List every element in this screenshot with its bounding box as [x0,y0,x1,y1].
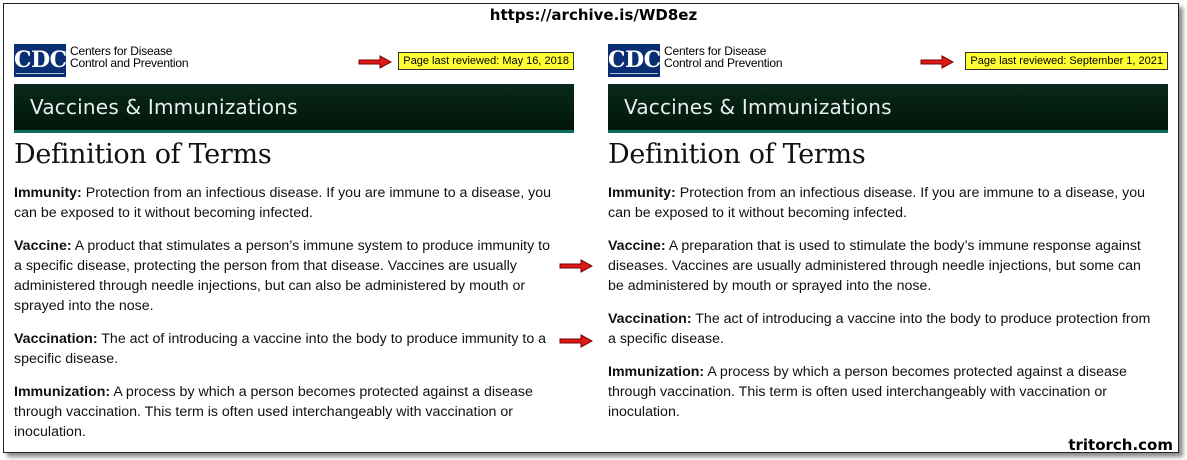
org-line-1: Centers for Disease [664,44,767,58]
term-text: The act of introducing a vaccine into the body to produce immunity to a specific disease. [14,331,547,367]
term-text: A product that stimulates a person’s immune system to produce immunity to a specific disease, protecting the person from that disease. Vaccines are usually administered through needle injections, but can also be administered by mouth or sprayed into the nose. [14,238,550,314]
page-title: Definition of Terms [608,139,866,170]
term-text: The act of introducing a vaccine into the body to produce protection from a specific disease. [608,311,1151,347]
panel-2021 [608,40,1168,450]
cdc-org-name [70,45,188,69]
archive-url: https://archive.is/WD8ez [489,6,698,24]
page-title: Definition of Terms [14,139,272,170]
term-label: Vaccination: [608,311,692,327]
definitions-list [14,183,559,455]
banner-title: Vaccines & Immunizations [624,95,892,119]
red-arrow-icon [358,55,392,69]
term-text: Protection from an infectious disease. If you are immune to a disease, you can be exposed to it without becoming infected. [14,185,552,221]
term-text: A process by which a person becomes protected against a disease through vaccination. This term is often used interchangeably with vaccination or inoculation. [14,384,533,440]
panel-2018 [14,40,574,450]
cdc-logo[interactable]: CDC [14,44,66,77]
term-label: Vaccine: [608,238,666,254]
definition-vaccination [608,309,1153,349]
cdc-logo[interactable]: CDC [608,44,660,77]
definition-immunization [608,362,1153,422]
term-label: Immunity: [14,185,82,201]
section-banner[interactable] [608,84,1168,133]
section-banner[interactable] [14,84,574,133]
org-line-2: Control and Prevention [70,56,189,70]
term-label: Immunization: [14,384,111,400]
red-arrow-icon [559,259,593,273]
definition-immunity [14,183,559,223]
definition-vaccination [14,329,559,369]
term-label: Vaccine: [14,238,72,254]
term-label: Immunity: [608,185,676,201]
cdc-org-name [664,45,782,69]
term-text: A process by which a person becomes protected against a disease through vaccination. This term is often used interchangeably with vaccination or inoculation. [608,364,1127,420]
watermark: tritorch.com [1068,436,1173,454]
page-last-reviewed: Page last reviewed: September 1, 2021 [965,52,1168,70]
term-label: Immunization: [608,364,705,380]
definition-immunization [14,382,559,442]
org-line-1: Centers for Disease [70,44,173,58]
term-text: A preparation that is used to stimulate the body’s immune response against diseases. Vaccines are usually administered through needle injections, but some can be administered by mouth or sprayed into the nose. [608,238,1141,294]
banner-title: Vaccines & Immunizations [30,95,298,119]
definition-vaccine [14,236,559,316]
definition-vaccine [608,236,1153,296]
definitions-list [608,183,1153,435]
red-arrow-icon [920,55,954,69]
page-last-reviewed: Page last reviewed: May 16, 2018 [398,52,574,70]
definition-immunity [608,183,1153,223]
term-label: Vaccination: [14,331,98,347]
org-line-2: Control and Prevention [664,56,783,70]
red-arrow-icon [559,334,593,348]
term-text: Protection from an infectious disease. If you are immune to a disease, you can be exposed to it without becoming infected. [608,185,1146,221]
